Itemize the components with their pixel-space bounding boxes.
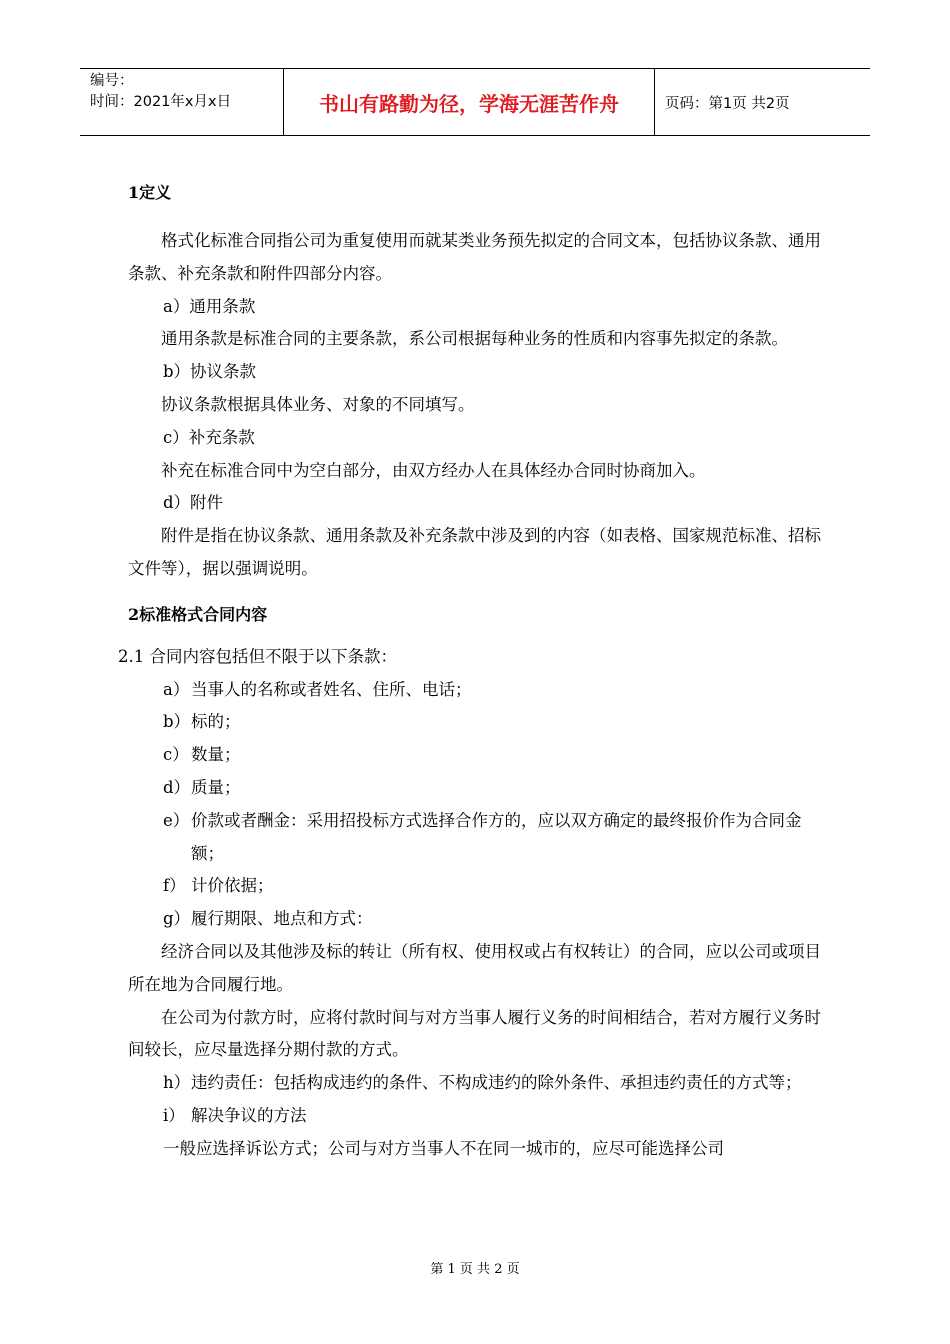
list-item <box>163 805 823 871</box>
list-text: 标的； <box>191 712 241 732</box>
list-marker: g） <box>163 909 191 929</box>
list-text: 违约责任：包括构成违约的条件、不构成违约的除外条件、承担违约责任的方式等； <box>191 1073 802 1093</box>
clause-list <box>128 674 823 936</box>
list-text: 履行期限、地点和方式： <box>191 909 373 929</box>
item-g-paragraph-1: 经济合同以及其他涉及标的转让（所有权、使用权或占有权转让）的合同，应以公司或项目所在地为合同履行地。 <box>128 941 821 994</box>
list-item <box>163 706 823 739</box>
list-marker: d） <box>163 777 191 797</box>
list-marker: b） <box>163 712 191 732</box>
item-c-label: c）补充条款 <box>163 427 255 447</box>
list-item <box>163 903 823 936</box>
item-b-text: 协议条款根据具体业务、对象的不同填写。 <box>161 394 475 414</box>
item-c-text: 补充在标准合同中为空白部分，由双方经办人在具体经办合同时协商加入。 <box>161 460 706 480</box>
page-footer: 第 1 页 共 2 页 <box>430 1262 520 1277</box>
item-i-paragraph: 一般应选择诉讼方式；公司与对方当事人不在同一城市的，应尽可能选择公司 <box>163 1138 724 1158</box>
list-text: 价款或者酬金：采用招投标方式选择合作方的，应以双方确定的最终报价作为合同金额； <box>191 810 802 863</box>
list-item <box>163 1067 823 1100</box>
header-page-info: 页码：第1页 共2页 <box>665 95 790 112</box>
header-motto: 书山有路勤为径，学海无涯苦作舟 <box>283 69 655 135</box>
header-number-label: 编号： <box>90 73 134 89</box>
list-text: 解决争议的方法 <box>191 1105 307 1125</box>
list-item <box>163 674 823 707</box>
header-time-label: 时间：2021年x月x日 <box>90 94 232 110</box>
header-meta <box>80 69 283 135</box>
clause-2-1: 2.1 合同内容包括但不限于以下条款： <box>118 646 397 666</box>
list-text: 计价依据； <box>191 876 274 896</box>
item-b-label: b）协议条款 <box>163 362 257 382</box>
item-a-label: a）通用条款 <box>163 296 256 316</box>
list-text: 当事人的名称或者姓名、住所、电话； <box>191 679 472 699</box>
item-g-paragraph-2: 在公司为付款方时，应将付款时间与对方当事人履行义务的时间相结合，若对方履行义务时间较长，应尽量选择分期付款的方式。 <box>128 1007 821 1060</box>
list-marker: e） <box>163 810 190 830</box>
document-body <box>118 176 823 1166</box>
list-text: 质量； <box>191 777 241 797</box>
list-marker: c） <box>163 745 189 765</box>
list-marker: a） <box>163 679 190 699</box>
list-item <box>163 870 823 903</box>
item-d-label: d）附件 <box>163 493 224 513</box>
item-a-text: 通用条款是标准合同的主要条款，系公司根据每种业务的性质和内容事先拟定的条款。 <box>161 329 788 349</box>
list-item <box>163 739 823 772</box>
section1-intro: 格式化标准合同指公司为重复使用而就某类业务预先拟定的合同文本，包括协议条款、通用条款、补充条款和附件四部分内容。 <box>128 231 821 283</box>
list-marker: i） <box>163 1105 185 1125</box>
list-item <box>163 772 823 805</box>
document-header <box>80 68 870 136</box>
list-item <box>163 1100 823 1133</box>
list-marker: h） <box>163 1073 191 1093</box>
item-d-text: 附件是指在协议条款、通用条款及补充条款中涉及到的内容（如表格、国家规范标准、招标文件等），据以强调说明。 <box>128 526 821 578</box>
section2-title: 2标准格式合同内容 <box>128 604 268 624</box>
list-text: 数量； <box>191 745 241 765</box>
list-marker: f） <box>163 876 186 896</box>
section1-title: 1定义 <box>128 183 172 202</box>
